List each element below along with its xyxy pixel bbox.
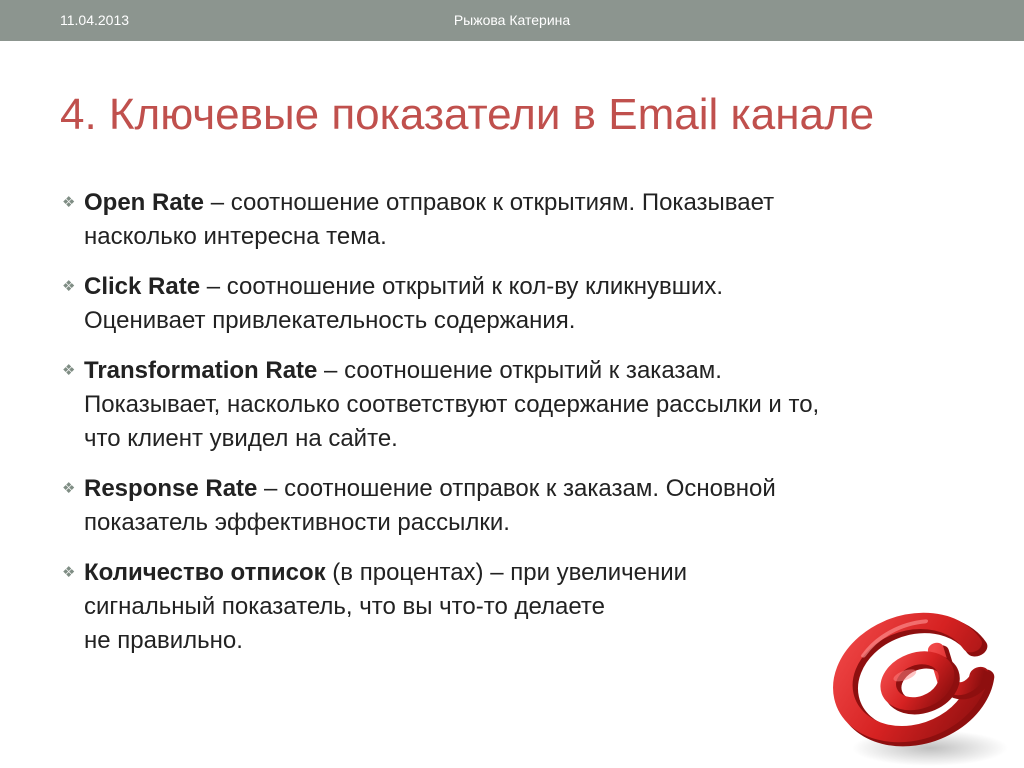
bullet-text-continuation: показатель эффективности рассылки. [84,509,510,536]
bullet-text-continuation: Оценивает привлекательность содержания. [84,307,576,334]
bullet-text: – соотношение отправок к открытиям. Показывает [204,189,775,216]
four-diamond-bullet-icon: ❖ [62,194,76,211]
bullet-text-continuation: сигнальный показатель, что вы что-то делаете [84,593,605,620]
bullet-term: Transformation Rate [84,357,318,384]
bullet-item-response-rate [62,472,962,540]
bullet-text: – соотношение открытий к заказам. [317,357,722,384]
bullet-term: Click Rate [84,273,201,300]
bullet-item-click-rate [62,270,962,338]
bullet-text-continuation: Показывает, насколько соответствуют содержание рассылки и то, [84,391,820,418]
four-diamond-bullet-icon: ❖ [62,362,76,379]
bullet-text-continuation: не правильно. [84,627,243,654]
bullet-text-continuation: что клиент увидел на сайте. [84,425,398,452]
slide-date: 11.04.2013 [60,12,130,28]
bullet-text-continuation: насколько интересна тема. [84,223,387,250]
slide-title: 4. Ключевые показатели в Email канале [60,90,875,139]
four-diamond-bullet-icon: ❖ [62,278,76,295]
bullet-item-open-rate [62,186,962,254]
bullet-item-transformation-rate [62,354,962,456]
header-bar [0,0,1024,41]
bullet-text: – соотношение отправок к заказам. Основной [257,475,776,502]
four-diamond-bullet-icon: ❖ [62,480,76,497]
bullet-text: – соотношение открытий к кол-ву кликнувших. [200,273,724,300]
bullet-term: Количество отписок [84,559,326,586]
bullet-text: (в процентах) – при увеличении [325,559,688,586]
four-diamond-bullet-icon: ❖ [62,564,76,581]
slide-author: Рыжова Катерина [453,12,571,28]
at-sign-icon [820,598,1010,768]
bullet-term: Response Rate [84,475,258,502]
bullet-term: Open Rate [84,189,205,216]
